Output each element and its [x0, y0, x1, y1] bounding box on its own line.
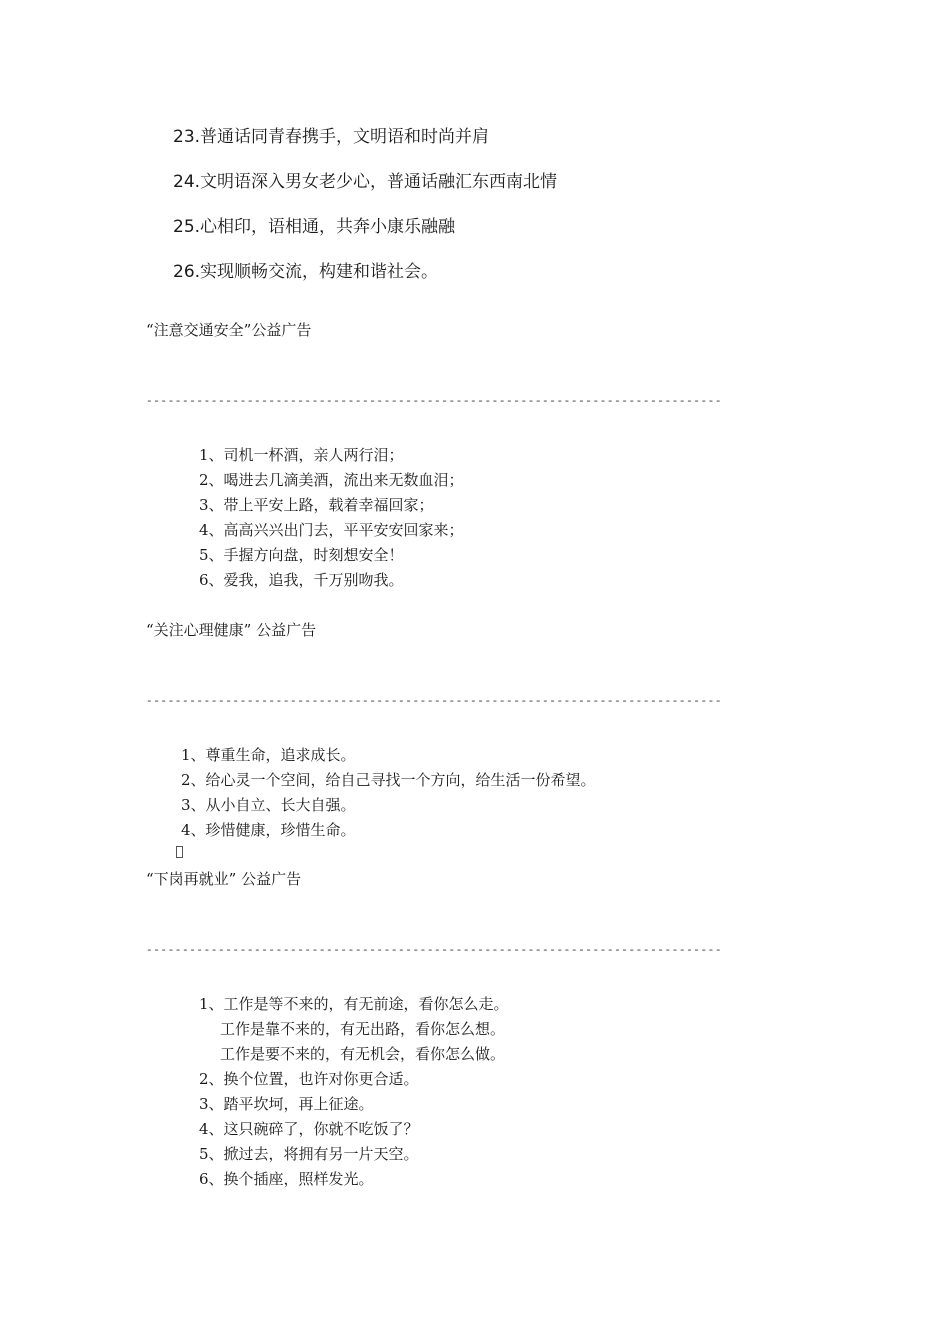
slogan-23: 23.普通话同青春携手，文明语和时尚并肩 — [173, 127, 490, 147]
section-heading-reemployment: “下岗再就业” 公益广告 — [146, 870, 302, 888]
section-heading-mental-health: “关注心理健康” 公益广告 — [146, 621, 317, 639]
list-item: 2、给心灵一个空间，给自己寻找一个方向，给生活一份希望。 — [181, 771, 596, 789]
list-item: 1、工作是等不来的，有无前途，看你怎么走。 — [199, 995, 509, 1013]
list-item: 4、珍惜健康，珍惜生命。 — [181, 821, 356, 839]
list-item: 工作是靠不来的，有无出路，看你怎么想。 — [220, 1020, 506, 1038]
section-divider: -------------------------------------------------------------------------------- — [146, 696, 723, 708]
list-item: 3、带上平安上路，载着幸福回家； — [199, 496, 434, 514]
list-item: 3、踏平坎坷，再上征途。 — [199, 1095, 374, 1113]
list-item: 工作是要不来的，有无机会，看你怎么做。 — [220, 1045, 506, 1063]
list-item: 5、手握方向盘，时刻想安全！ — [199, 546, 404, 564]
list-item: 6、爱我，追我，千万别吻我。 — [199, 571, 404, 589]
list-item: 2、换个位置，也许对你更合适。 — [199, 1070, 419, 1088]
list-item: 3、从小自立、长大自强。 — [181, 796, 356, 814]
section-divider: -------------------------------------------------------------------------------- — [146, 945, 723, 957]
section-divider: -------------------------------------------------------------------------------- — [146, 396, 723, 408]
list-item: 1、司机一杯酒，亲人两行泪； — [199, 446, 404, 464]
list-item: 4、高高兴兴出门去，平平安安回家来； — [199, 521, 464, 539]
list-item: 6、换个插座，照样发光。 — [199, 1170, 374, 1188]
slogan-25: 25.心相印，语相通，共奔小康乐融融 — [173, 217, 456, 237]
list-item: 5、掀过去，将拥有另一片天空。 — [199, 1145, 419, 1163]
list-item: 4、这只碗碎了，你就不吃饭了？ — [199, 1120, 419, 1138]
list-item: 1、尊重生命，追求成长。 — [181, 746, 356, 764]
list-item: 2、喝进去几滴美酒，流出来无数血泪； — [199, 471, 464, 489]
missing-glyph-icon — [176, 846, 183, 858]
slogan-24: 24.文明语深入男女老少心，普通话融汇东西南北情 — [173, 172, 558, 192]
slogan-26: 26.实现顺畅交流，构建和谐社会。 — [173, 262, 439, 282]
section-heading-traffic-safety: “注意交通安全”公益广告 — [146, 321, 312, 339]
